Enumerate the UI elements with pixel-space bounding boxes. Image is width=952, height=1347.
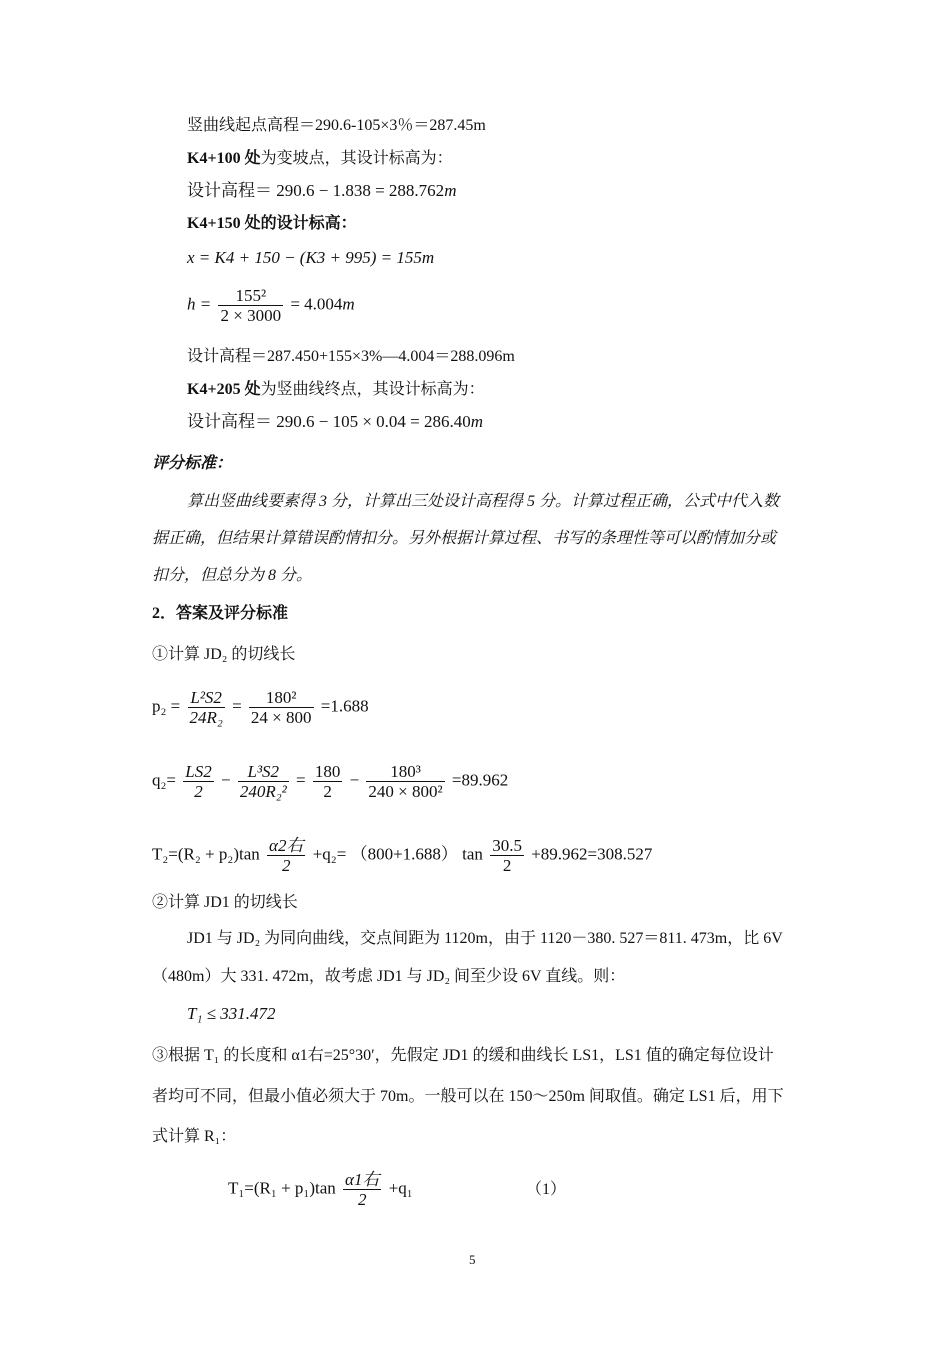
h-result: = 4.004 [290,294,343,314]
k4-205-elevation-expr: 设计高程＝ 290.6 − 105 × 0.04 = 286.40 [187,412,471,431]
scoring-text-3: 扣分，但总分为 8 分。 [152,567,313,584]
unit-m: m [342,294,355,314]
h-fraction [218,286,283,325]
unit-m: m [421,248,435,267]
p2-formula [152,688,369,727]
scoring-title: 评分标准： [152,455,233,472]
line-k4-150-elevation: 设计高程＝287.450+155×3%—4.004＝288.096m [187,348,515,365]
t1-fraction [343,1170,381,1209]
p2-f1-num: L²S2 [188,688,225,708]
q2-f2-num: L³S2 [238,762,289,782]
line-k4-205-elevation [187,412,483,432]
q2-formula [152,762,508,801]
t1-lhs: T₁=(R₁ + p₁)tan [228,1178,336,1198]
page-number: 5 [469,1252,476,1267]
step-3-text-1: ③根据 T₁ 的长度和 α1右=25°30′，先假定 JD1 的缓和曲线长 LS1，LS1 值的确定每位设计 [152,1047,774,1064]
q2-result: =89.962 [451,770,509,790]
p2-f2-num: 180² [249,688,314,708]
q2-f4-num: 180³ [366,762,444,782]
line-k4-100 [187,149,453,169]
h-denominator: 2 × 3000 [220,306,282,325]
t2-f1-num: α2右 [269,836,304,855]
q2-f3-den: 2 [323,782,332,801]
t1-formula [228,1170,413,1209]
t1-f-den: 2 [358,1190,367,1209]
t2-f2-num: 30.5 [492,836,522,855]
unit-m: m [444,181,457,200]
q2-fraction-3 [313,762,343,801]
k4-100-elevation-expr: 设计高程＝ 290.6 − 1.838 = 288.762 [187,181,445,200]
p2-f2-den: 24 × 800 [250,708,312,727]
t2-fraction-1 [267,836,305,875]
unit-m: m [470,412,484,431]
t2-f2-den: 2 [502,856,512,875]
p2-eq: = [232,696,242,716]
step-3-text-2: 者均可不同，但最小值必须大于 70m。一般可以在 150～250m 间取值。确定 LS1 后，用下 [152,1088,784,1105]
equation-number: （1） [526,1181,567,1198]
q2-lhs: q₂= [152,770,177,790]
q2-f4-den: 240 × 800² [368,782,443,801]
t2-result: +89.962=308.527 [531,844,653,864]
q2-eq: = [295,770,306,790]
line-x-formula [187,248,434,268]
step-2-label: ②计算 JD1 的切线长 [152,894,298,911]
q2-fraction-1 [183,762,213,801]
x-formula-expr: x = K4 + 150 − (K3 + 995) = 155 [187,248,422,267]
t2-formula [152,836,652,875]
line-k4-150-heading: K4+150 处的设计标高： [187,215,357,232]
p2-fraction-1 [188,688,225,727]
t2-fraction-2 [490,836,524,875]
line-start-elevation: 竖曲线起点高程＝290.6-105×3％＝287.45m [187,117,486,134]
q2-f3-num: 180 [314,762,341,781]
t2-mid: +q₂= （800+1.688） tan [312,844,483,864]
step-2-text-1: JD1 与 JD₂ 为同向曲线，交点间距为 1120m，由于 1120－380. 527＝811. 473m，比 6V [187,930,783,947]
q2-minus-2: − [349,770,360,790]
q2-minus-1: − [220,770,231,790]
q2-f1-den: 2 [194,782,203,801]
t1-result: +q₁ [388,1178,413,1198]
line-k4-100-elevation [187,181,456,201]
scoring-text-2: 据正确，但结果计算错误酌情扣分。另外根据计算过程、书写的条理性等可以酌情加分或 [152,530,777,547]
p2-fraction-2 [249,688,314,727]
p2-result: =1.688 [320,696,369,716]
k4-100-label: K4+100 处 [187,150,261,167]
k4-100-text: 为变坡点，其设计标高为： [260,150,453,167]
t2-lhs: T₂=(R₂ + p₂)tan [152,844,260,864]
t1-inequality: T₁ ≤ 331.472 [187,1004,276,1023]
line-h-formula [187,286,355,325]
step-1-label: ①计算 JD₂ 的切线长 [152,646,296,663]
k4-205-label: K4+205 处 [187,381,261,398]
p2-f1-den: 24R₂ [189,708,223,727]
k4-205-text: 为竖曲线终点，其设计标高为： [260,381,485,398]
step-2-text-2: （480m）大 331. 472m，故考虑 JD1 与 JD₂ 间至少设 6V 直线。则： [152,968,626,985]
q2-fraction-2 [238,762,289,801]
t1-f-num: α1右 [345,1170,380,1189]
h-numerator: 155² [218,286,283,306]
q2-fraction-4 [366,762,444,801]
p2-lhs: p₂ = [152,696,181,716]
q2-f1-num: LS2 [185,762,212,781]
scoring-text-1: 算出竖曲线要素得 3 分，计算出三处设计高程得 5 分。计算过程正确，公式中代入数 [187,493,780,510]
h-lhs: h = [187,294,212,314]
step-3-text-3: 式计算 R₁： [152,1128,237,1145]
t2-f1-den: 2 [282,856,291,875]
q2-f2-den: 240R₂² [239,782,287,801]
section-2-heading: 2．答案及评分标准 [152,605,289,622]
line-k4-205 [187,380,485,400]
